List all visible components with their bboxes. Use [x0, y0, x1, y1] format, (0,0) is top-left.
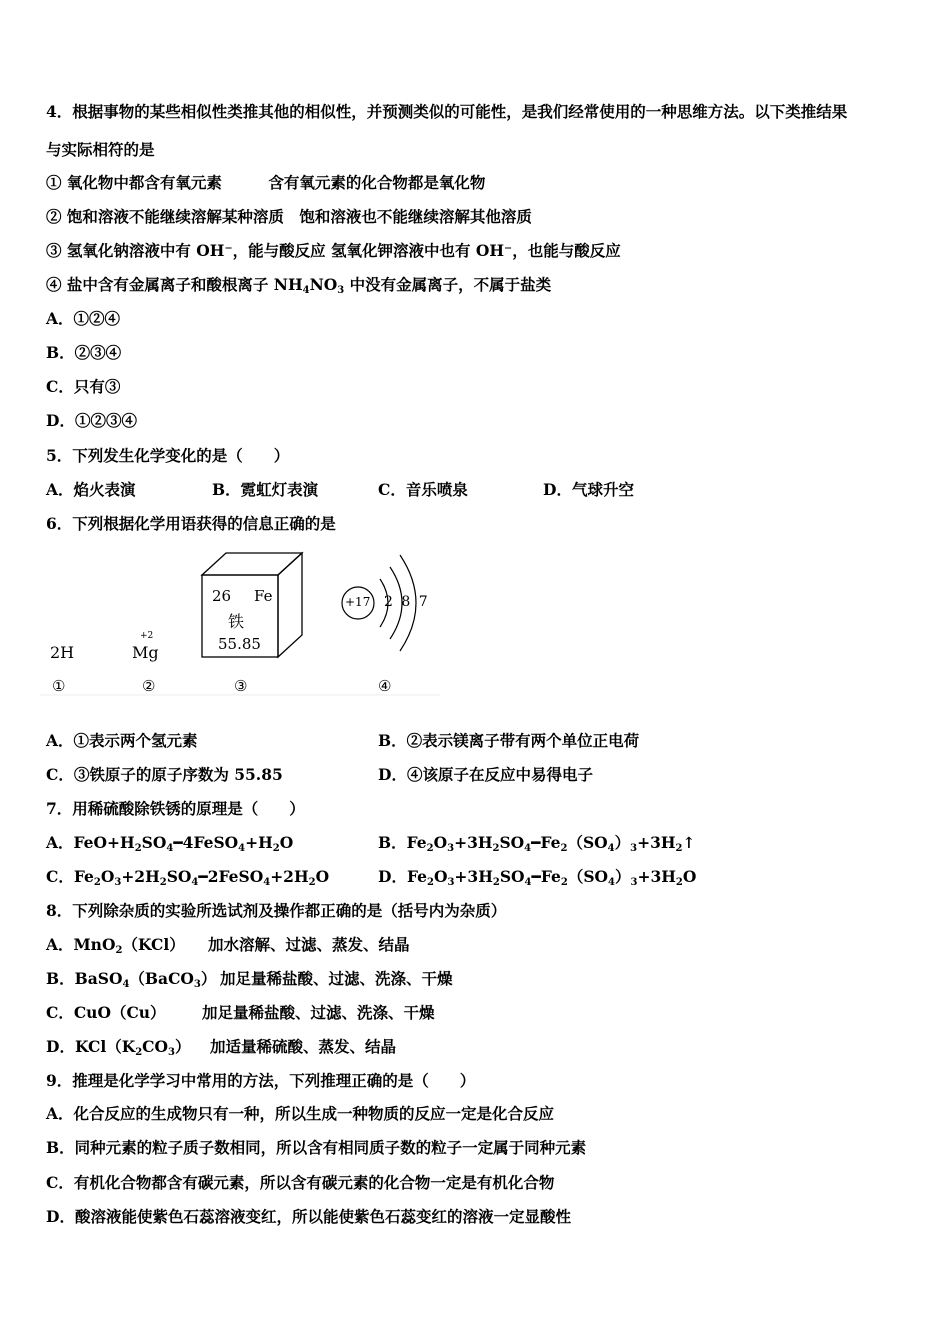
q7-option-d: D．$Fe_2O_3+3H_2SO_4━Fe_2(SO_4)_3+3H_2O$ [378, 867, 697, 888]
iron-symbol: Fe [254, 587, 273, 605]
q6-option-a: A．①表示两个氢元素 [46, 731, 198, 750]
q7-option-b: B．$Fe_2O_3+3H_2SO_4━Fe_2(SO_4)_3+3H_2↑$ [378, 833, 696, 854]
q8-option-d-operation: 加适量稀硫酸、蒸发、结晶 [210, 1037, 397, 1056]
q6-option-d: D．④该原子在反应中易得电子 [378, 765, 593, 784]
q5-stem: 5．下列发生化学变化的是（ ） [46, 446, 290, 465]
q4-option-a: A．①②④ [46, 309, 121, 328]
q4-statement-2: ② 饱和溶液不能继续溶解某种溶质 饱和溶液也不能继续溶解其他溶质 [46, 207, 532, 226]
q7-option-c: C．$Fe_2O_3+2H_2SO_4━2FeSO_4+2H_2O$ [46, 867, 330, 888]
symbol-2h: 2H [50, 643, 75, 662]
q5-option-a: A．焰火表演 [46, 480, 136, 499]
q8-option-b-reagent: B．BaSO$_4$（BaCO$_3$） [46, 969, 217, 990]
iron-name: 铁 [228, 612, 245, 631]
q8-option-c-operation: 加足量稀盐酸、过滤、洗涤、干燥 [202, 1003, 435, 1022]
q4-option-d: D．①②③④ [46, 411, 137, 430]
q5-option-b: B．霓虹灯表演 [212, 480, 319, 499]
q9-option-d: D．酸溶液能使紫色石蕊溶液变红，所以能使紫色石蕊变红的溶液一定显酸性 [46, 1207, 571, 1226]
q9-option-c: C．有机化合物都含有碳元素，所以含有碳元素的化合物一定是有机化合物 [46, 1173, 555, 1192]
q4-statement-1: ① 氧化物中都含有氧元素 含有氧元素的化合物都是氧化物 [46, 173, 486, 192]
figure-label-2: ② [142, 677, 156, 695]
chemistry-symbols-figure [40, 545, 440, 705]
q9-option-b: B．同种元素的粒子质子数相同，所以含有相同质子数的粒子一定属于同种元素 [46, 1138, 587, 1157]
iron-atomic-mass: 55.85 [218, 635, 261, 653]
iron-atomic-number: 26 [212, 587, 232, 605]
q9-option-a: A．化合反应的生成物只有一种，所以生成一种物质的反应一定是化合反应 [46, 1104, 555, 1123]
q5-option-d: D．气球升空 [543, 480, 634, 499]
q4-stem-line1: 4．根据事物的某些相似性类推其他的相似性，并预测类似的可能性，是我们经常使用的一种思维方法。以下类推结果 [46, 102, 848, 121]
q8-option-a-reagent: A．MnO$_2$（KCl） [46, 935, 185, 956]
q4-stem-line2: 与实际相符的是 [46, 140, 155, 159]
q7-option-a: A．$FeO+H_2SO_4━4FeSO_4+H_2O$ [46, 833, 294, 854]
atom-shell-electrons: 2 8 7 [384, 594, 430, 610]
q8-option-d-reagent: D．$KCl(K_2CO_3)$ [46, 1037, 191, 1058]
atom-nucleus-charge: +17 [345, 595, 371, 609]
q4-option-b: B．②③④ [46, 343, 122, 362]
figure-label-3: ③ [234, 677, 248, 695]
q8-stem: 8．下列除杂质的实验所选试剂及操作都正确的是（括号内为杂质） [46, 901, 507, 920]
q6-stem: 6．下列根据化学用语获得的信息正确的是 [46, 514, 336, 533]
q4-statement-3: ③ 氢氧化钠溶液中有 OH⁻，能与酸反应 氢氧化钾溶液中也有 OH⁻，也能与酸反应 [46, 241, 621, 260]
q6-option-b: B．②表示镁离子带有两个单位正电荷 [378, 731, 640, 750]
q5-option-c: C．音乐喷泉 [378, 480, 468, 499]
figure-label-1: ① [52, 677, 66, 695]
mg-charge: +2 [140, 631, 154, 641]
q8-option-b-operation: 加足量稀盐酸、过滤、洗涤、干燥 [220, 969, 453, 988]
q4-option-c: C．只有③ [46, 377, 121, 396]
q4-statement-4: ④ 盐中含有金属离子和酸根离子 $NH_4NO_3$ 中没有金属离子，不属于盐类 [46, 275, 552, 296]
q8-option-c-reagent: C．CuO（Cu） [46, 1003, 166, 1022]
symbol-mg: Mg [132, 643, 159, 662]
q6-option-c: C．③铁原子的原子序数为 55.85 [46, 765, 283, 784]
q7-stem: 7．用稀硫酸除铁锈的原理是（ ） [46, 799, 305, 818]
q9-stem: 9．推理是化学学习中常用的方法，下列推理正确的是（ ） [46, 1071, 476, 1090]
q8-option-a-operation: 加水溶解、过滤、蒸发、结晶 [208, 935, 410, 954]
figure-label-4: ④ [378, 677, 392, 695]
